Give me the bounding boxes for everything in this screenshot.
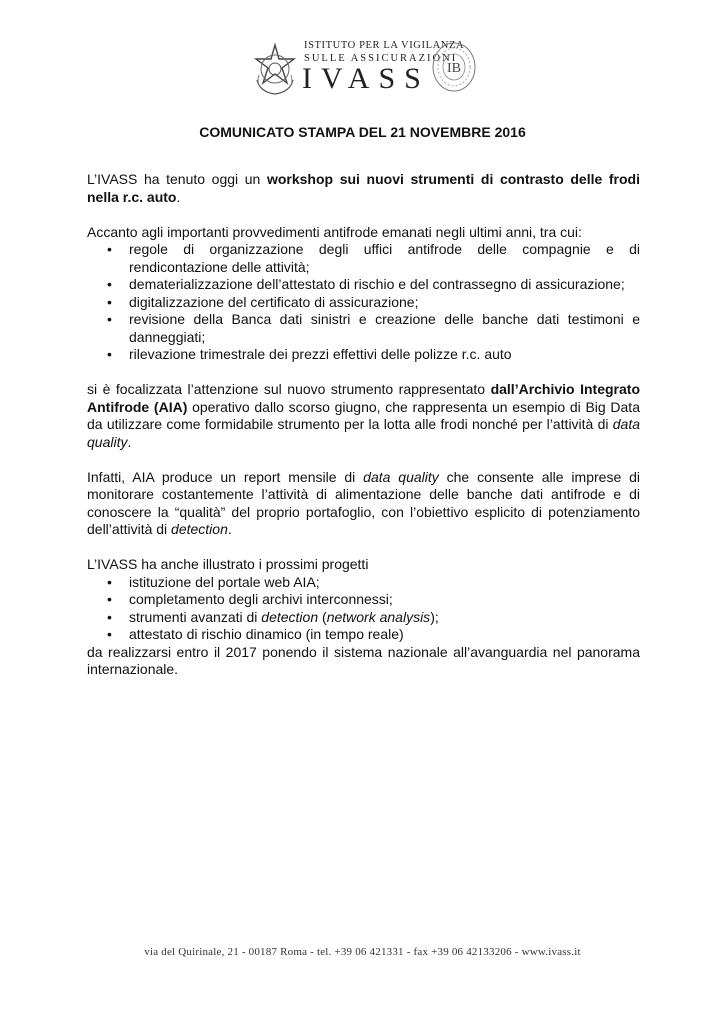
focus-bold-text: dall’Archivio Integrato Antifrode (AIA)	[87, 381, 640, 415]
bullet-icon: •	[107, 591, 112, 607]
ivass-seal-logo-icon	[430, 40, 478, 94]
footer-address: via del Quirinale, 21 - 00187 Roma - tel. +39 06 421331 - fax +39 06 42133206 - www.ivass.it	[144, 946, 581, 958]
bullet-icon: •	[107, 626, 112, 642]
list-item-text: completamento degli archivi interconnessi;	[129, 591, 393, 607]
intro-end: .	[176, 188, 181, 205]
list-item-text: dematerializzazione dell’attestato di rischio e del contrassegno di assicurazione;	[129, 276, 625, 292]
focus-italic-text: data quality	[87, 416, 640, 450]
list-item	[87, 241, 640, 276]
projects-intro: L’IVASS ha anche illustrato i prossimi progetti	[87, 556, 369, 572]
intro-bold-text: workshop sui nuovi strumenti di contrasto delle frodi nella r.c. auto	[87, 171, 640, 205]
page-title: COMUNICATO STAMPA DEL 21 NOVEMBRE 2016	[199, 124, 526, 140]
report-italic-text: data quality	[363, 468, 439, 485]
focus-paragraph	[87, 381, 640, 451]
focus-text: operativo dallo scorso giugno, che rappresenta un esempio di Big Data da utilizzare come formidabile strumento per la lotta alle frodi nonché per l’attività di	[87, 398, 640, 432]
org-acronym: IVASS	[302, 62, 430, 95]
list-item	[87, 626, 640, 644]
bullet-icon: •	[107, 311, 112, 327]
list-item-text: strumenti avanzati di	[129, 608, 262, 625]
list-item	[87, 346, 640, 364]
letterhead	[0, 38, 725, 102]
intro-text: L’IVASS ha tenuto oggi un	[87, 171, 267, 187]
bullet-icon: •	[107, 346, 112, 362]
list-item	[87, 294, 640, 312]
bullet-icon: •	[107, 608, 112, 625]
list-item	[87, 574, 640, 592]
list-item	[87, 276, 640, 294]
focus-text: si è focalizzata l’attenzione sul nuovo strumento rappresentato	[87, 381, 491, 397]
italian-republic-emblem-icon	[250, 42, 300, 96]
report-text: Infatti, AIA produce un report mensile di	[87, 468, 364, 485]
list-item-text: );	[430, 608, 439, 625]
list-item-text: revisione della Banca dati sinistri e creazione delle banche dati testimoni e danneggiati;	[129, 311, 640, 345]
projects-list	[87, 574, 640, 644]
seal-letters: IB	[447, 61, 461, 76]
intro-paragraph	[87, 171, 640, 206]
report-end: .	[227, 521, 232, 537]
focus-end: .	[127, 433, 132, 450]
list-item-text: istituzione del portale web AIA;	[129, 573, 320, 590]
list-item	[87, 311, 640, 346]
list-item-text: regole di organizzazione degli uffici antifrode delle compagnie e di rendicontazione delle attività;	[129, 241, 640, 275]
list-item	[87, 591, 640, 609]
org-name-line2: SULLE ASSICURAZIONI	[304, 53, 458, 64]
list-item-text: rilevazione trimestrale dei prezzi effettivi delle polizze r.c. auto	[129, 346, 512, 362]
bullet-icon: •	[107, 573, 112, 590]
org-name-line1: ISTITUTO PER LA VIGILANZA	[304, 40, 465, 51]
bullet-icon: •	[107, 241, 112, 257]
list-item	[87, 609, 640, 627]
measures-list	[87, 241, 640, 364]
press-release-body	[87, 171, 640, 679]
report-paragraph	[87, 469, 640, 539]
list-item-text: attestato di rischio dinamico (in tempo reale)	[129, 626, 404, 642]
list-item-text: (	[318, 608, 327, 625]
measures-intro: Accanto agli importanti provvedimenti antifrode emanati negli ultimi anni, tra cui:	[87, 223, 582, 240]
bullet-icon: •	[107, 293, 112, 310]
report-text: che consente alle imprese di monitorare costantemente l’attività di alimentazione delle banche dati antifrode e di conoscere la “qualità” del proprio portafoglio, con l’obiettivo esplicito di potenziamento dell’attività di	[87, 468, 640, 537]
list-item-italic-text: network analysis	[326, 608, 431, 625]
list-item-text: digitalizzazione del certificato di assicurazione;	[129, 293, 419, 310]
list-item-italic-text: detection	[261, 608, 319, 625]
report-italic-text: detection	[171, 521, 228, 537]
bullet-icon: •	[107, 276, 112, 292]
closing-paragraph: da realizzarsi entro il 2017 ponendo il sistema nazionale all’avanguardia nel panorama internazionale.	[87, 643, 640, 677]
